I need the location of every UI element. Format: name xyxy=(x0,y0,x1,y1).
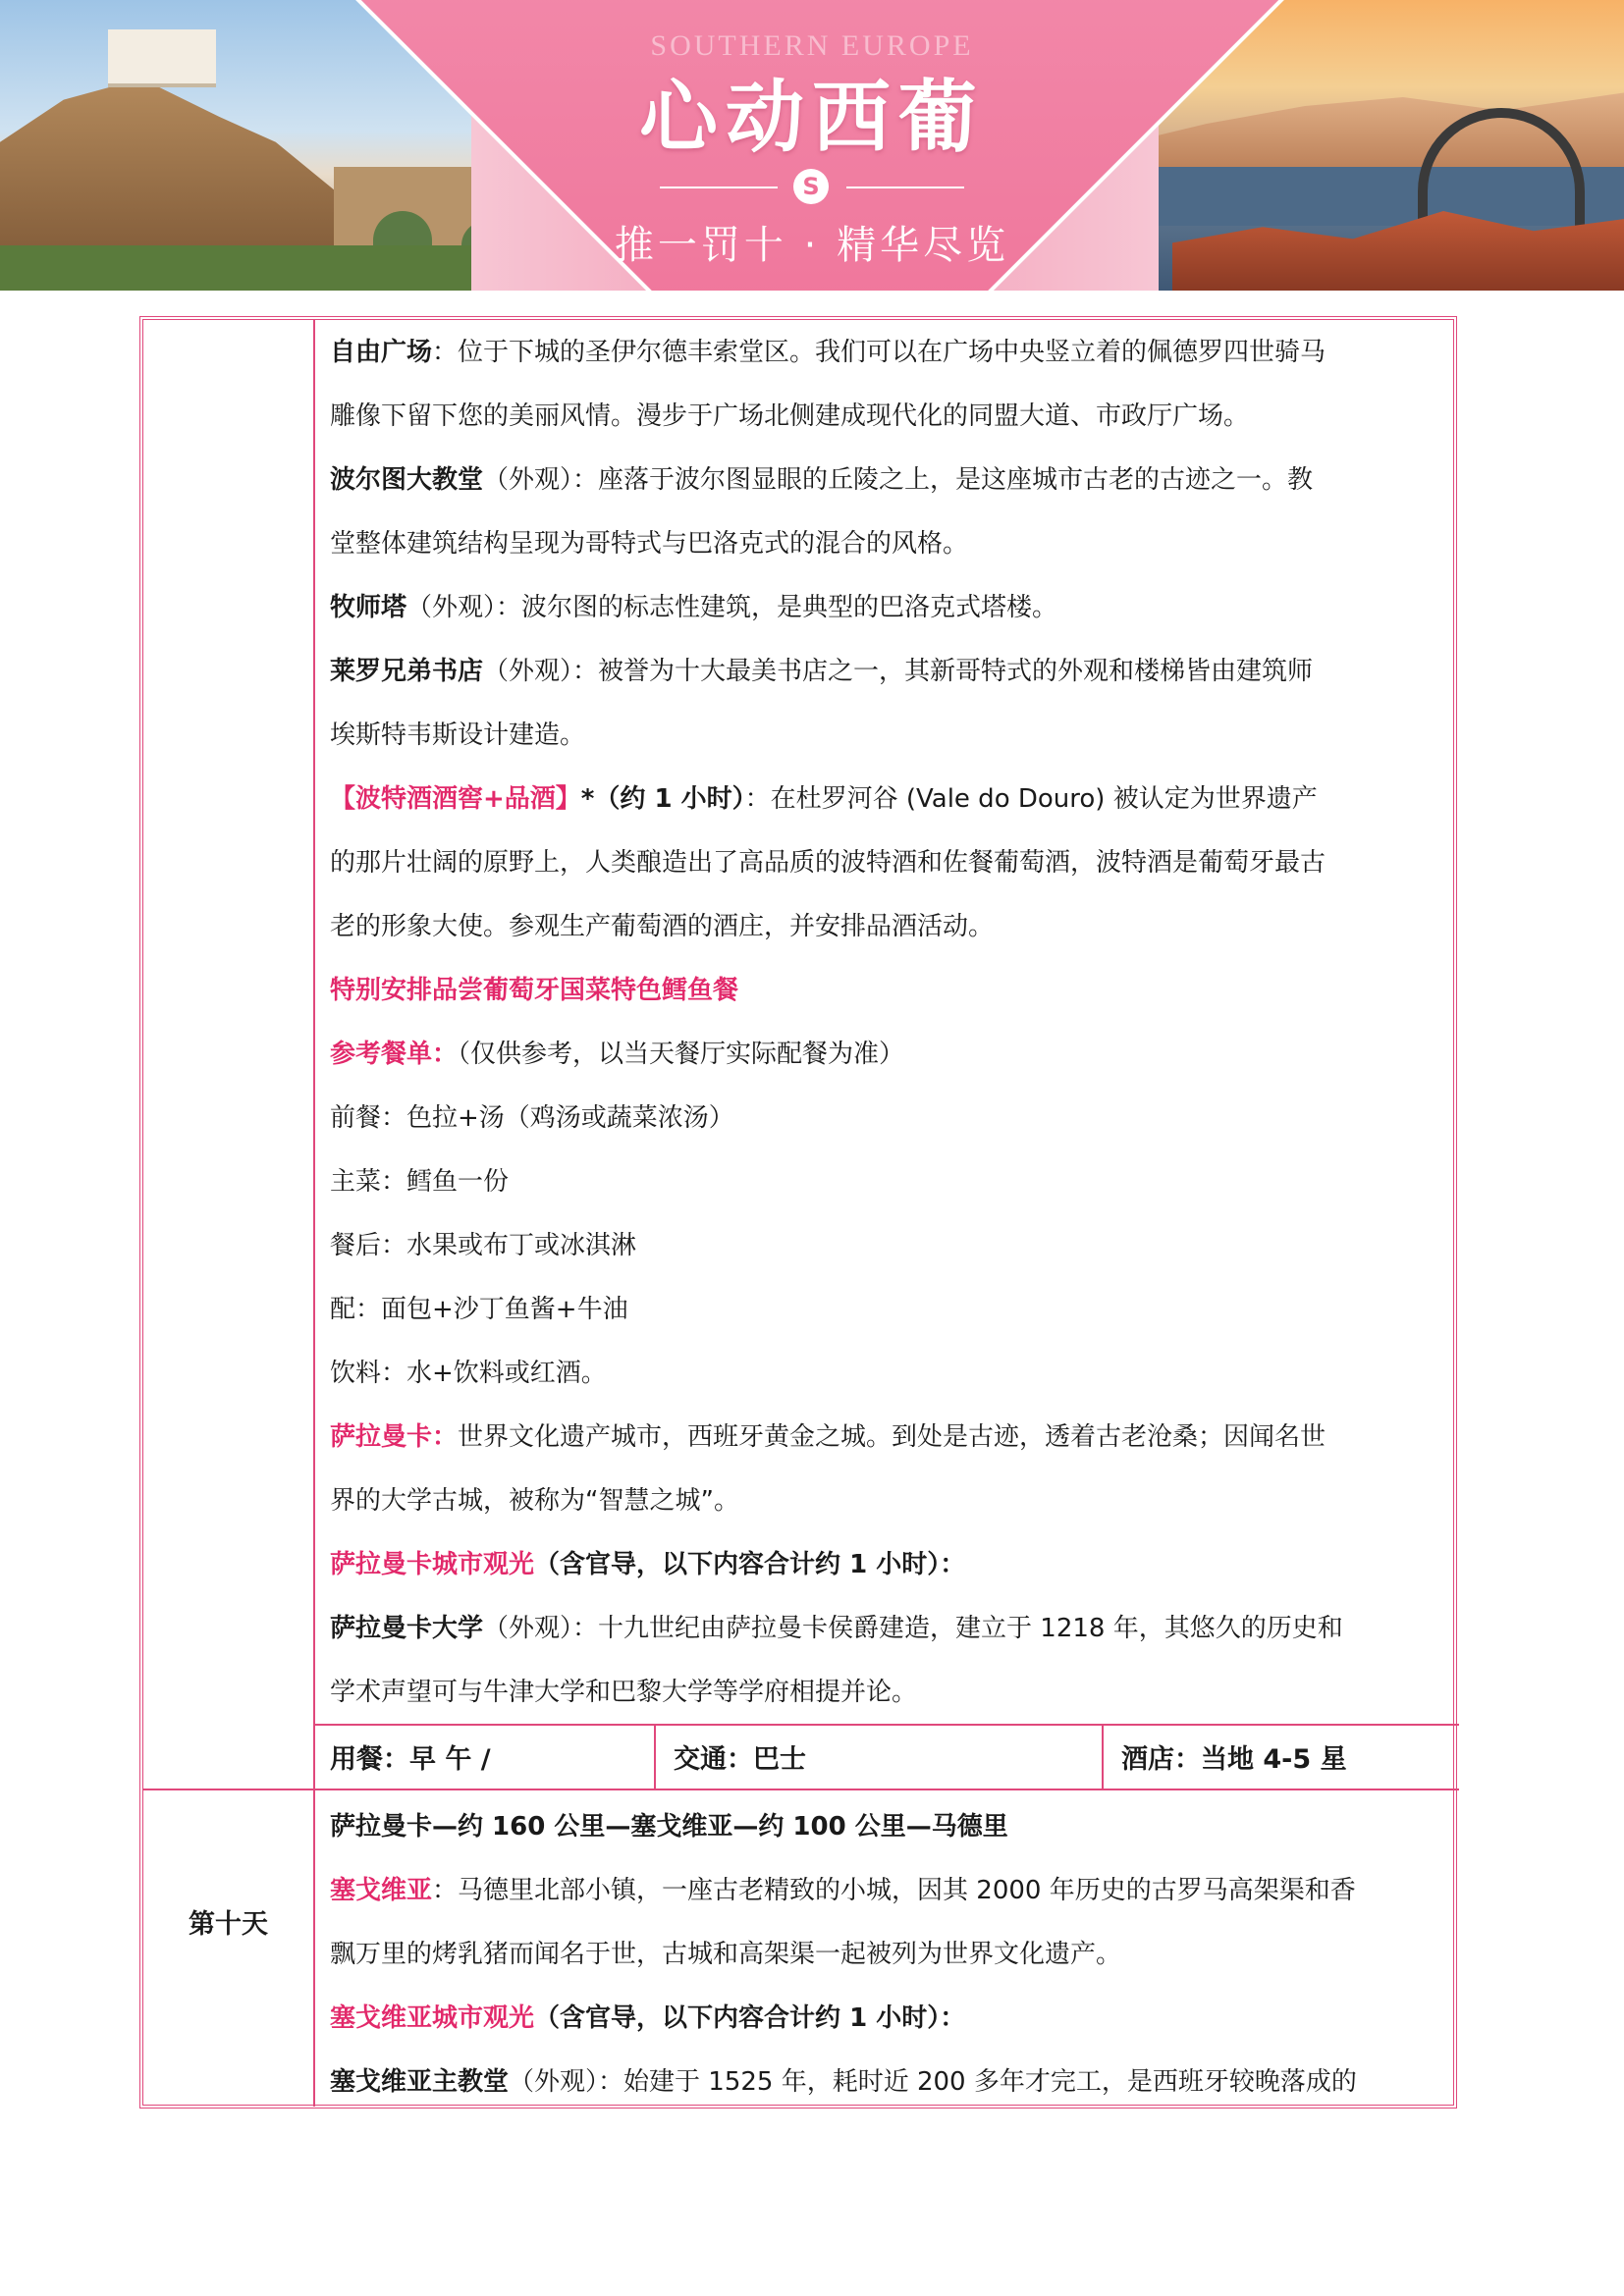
text-line xyxy=(330,1870,1356,1906)
text-line xyxy=(330,906,994,942)
description: 老的形象大使。参观生产葡萄酒的酒庄，并安排品酒活动。 xyxy=(330,912,995,941)
text-line xyxy=(330,778,1318,815)
attraction-name: 莱罗兄弟书店 xyxy=(330,657,484,686)
highlight-name: 萨拉曼卡： xyxy=(330,1422,459,1452)
cell-divider xyxy=(1102,1726,1104,1789)
text-line xyxy=(330,2061,1357,2098)
text-line xyxy=(330,842,1326,879)
description: 埃斯特韦斯设计建造。 xyxy=(330,721,586,750)
route: 萨拉曼卡—约 160 公里—塞戈维亚—约 100 公里—马德里 xyxy=(330,1812,1008,1842)
hotel-info: 酒店：当地 4-5 星 xyxy=(1121,1744,1347,1775)
description: （外观）：始建于 1525 年，耗时近 200 多年才完工，是西班牙较晚落成的 xyxy=(509,2067,1357,2097)
menu-note: （仅供参考，以当天餐厅实际配餐为准） xyxy=(458,1040,905,1069)
text-line xyxy=(330,1034,904,1070)
banner-subtitle-en: SOUTHERN EUROPE xyxy=(650,29,974,62)
divider-line xyxy=(846,187,964,188)
tour-note: （含官导，以下内容合计约 1 小时）： xyxy=(534,1550,966,1579)
highlight-name: 萨拉曼卡城市观光 xyxy=(330,1550,535,1579)
description: 世界文化遗产城市，西班牙黄金之城。到处是古迹，透着古老沧桑；因闻名世 xyxy=(458,1422,1326,1452)
row-divider xyxy=(143,1789,1459,1790)
text-line xyxy=(330,1416,1326,1453)
attraction-name: 牧师塔 xyxy=(330,593,407,622)
description: （外观）：被誉为十大最美书店之一，其新哥特式的外观和楼梯皆由建筑师 xyxy=(483,657,1314,686)
column-divider xyxy=(313,320,315,2107)
text-line xyxy=(330,1998,965,2034)
text-line xyxy=(330,1480,739,1517)
text-line xyxy=(330,1672,917,1708)
row-divider xyxy=(313,1724,1459,1726)
text-line xyxy=(330,1608,1343,1644)
description: （外观）：十九世纪由萨拉曼卡侯爵建造，建立于 1218 年，其悠久的历史和 xyxy=(483,1614,1343,1643)
tour-note: （含官导，以下内容合计约 1 小时）： xyxy=(534,2003,966,2033)
divider-line xyxy=(660,187,778,188)
menu-item: 主菜：鳕鱼一份 xyxy=(330,1167,510,1197)
text-line xyxy=(330,396,1249,432)
description: （外观）：波尔图的标志性建筑，是典型的巴洛克式塔楼。 xyxy=(406,593,1058,622)
highlight-name: 塞戈维亚城市观光 xyxy=(330,2003,535,2033)
text-line xyxy=(330,1934,1121,1970)
attraction-name: 自由广场 xyxy=(330,338,433,367)
text-line xyxy=(330,459,1313,496)
highlight-name: 【波特酒酒窖+品酒】 xyxy=(330,784,581,814)
description: ：马德里北部小镇，一座古老精致的小城，因其 2000 年历史的古罗马高架渠和香 xyxy=(432,1876,1356,1905)
menu-item: 餐后：水果或布丁或冰淇淋 xyxy=(330,1231,637,1260)
menu-item: 饮料：水+饮料或红酒。 xyxy=(330,1359,607,1388)
menu-item: 配：面包+沙丁鱼酱+牛油 xyxy=(330,1295,628,1324)
description: 飘万里的烤乳猪而闻名于世，古城和高架渠一起被列为世界文化遗产。 xyxy=(330,1940,1122,1969)
description: 堂整体建筑结构呈现为哥特式与巴洛克式的混合的风格。 xyxy=(330,529,969,559)
transport-info: 交通：巴士 xyxy=(674,1744,806,1775)
highlight-name: 塞戈维亚 xyxy=(330,1876,433,1905)
description: 界的大学古城，被称为“智慧之城”。 xyxy=(330,1486,739,1516)
description: ：在杜罗河谷 (Vale do Douro) 被认定为世界遗产 xyxy=(744,784,1318,814)
day-label: 第十天 xyxy=(189,1909,268,1940)
attraction-name: 塞戈维亚主教堂 xyxy=(330,2067,510,2097)
text-line xyxy=(330,523,968,560)
text-line xyxy=(330,1544,965,1580)
menu-label: 参考餐单： xyxy=(330,1040,459,1069)
cell-divider xyxy=(654,1726,656,1789)
description: （外观）：座落于波尔图显眼的丘陵之上，是这座城市古老的古迹之一。教 xyxy=(483,465,1314,495)
header-banner xyxy=(0,0,1624,291)
description: 的那片壮阔的原野上，人类酿造出了高品质的波特酒和佐餐葡萄酒，波特酒是葡萄牙最古 xyxy=(330,848,1326,878)
banner-slogan: 推一罚十 · 精华尽览 xyxy=(614,223,1010,268)
special-meal-note: 特别安排品尝葡萄牙国菜特色鳕鱼餐 xyxy=(330,976,739,1005)
text-line xyxy=(330,332,1326,368)
description: 雕像下留下您的美丽风情。漫步于广场北侧建成现代化的同盟大道、市政厅广场。 xyxy=(330,401,1250,431)
itinerary-table xyxy=(139,316,1457,2109)
text-line xyxy=(330,587,1057,623)
menu-item: 前餐：色拉+汤（鸡汤或蔬菜浓汤） xyxy=(330,1103,734,1133)
description: 学术声望可与牛津大学和巴黎大学等学府相提并论。 xyxy=(330,1678,918,1707)
attraction-name: 波尔图大教堂 xyxy=(330,465,484,495)
meals-info: 用餐：早 午 / xyxy=(330,1744,491,1775)
description: ：位于下城的圣伊尔德丰索堂区。我们可以在广场中央竖立着的佩德罗四世骑马 xyxy=(432,338,1326,367)
banner-title: 心动西葡 xyxy=(639,71,985,163)
text-line xyxy=(330,715,585,751)
duration: *（约 1 小时） xyxy=(580,784,745,814)
attraction-name: 萨拉曼卡大学 xyxy=(330,1614,484,1643)
text-line xyxy=(330,651,1313,687)
brand-logo-icon: S xyxy=(793,169,829,204)
